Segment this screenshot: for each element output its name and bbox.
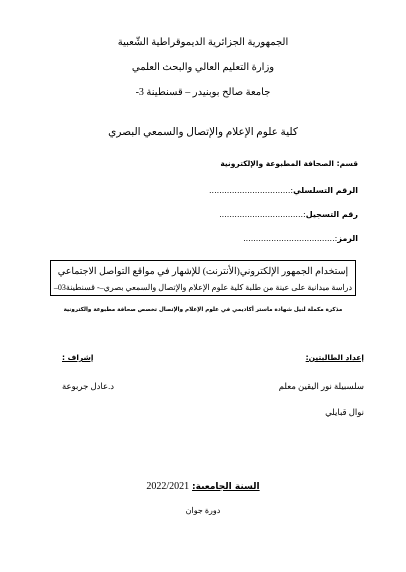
code-dots: :.................................... — [243, 234, 338, 243]
academic-year-value: 2022/2021 — [146, 481, 190, 492]
serial-number-dots: :................................ — [208, 186, 294, 195]
registration-number-label: رقم التسجيل — [305, 210, 358, 219]
supervisor-name: د.عادل جربوعة — [62, 381, 114, 391]
department-name: قسم: الصحافة المطبوعة والإلكترونية — [220, 159, 358, 168]
student-1-name: سلسبيلة نور اليقين معلم — [278, 381, 364, 391]
registration-number-dots: :................................. — [219, 210, 306, 219]
serial-number-field — [209, 187, 358, 195]
academic-year-label: السنة الجامعية: — [192, 482, 260, 492]
ministry-name: وزارة التعليم العالي والبحث العلمي — [131, 62, 275, 73]
students-label: إعداد الطالبتين: — [305, 353, 364, 362]
code-label: الرمز — [337, 234, 358, 243]
university-name: جامعة صالح بوبنيدر – قسنطينة 3- — [135, 87, 271, 98]
thesis-note: مذكرة مكملة لنيل شهادة ماستر أكاديمي في علوم الإعلام والإتصال تخصص صحافة مطبوعة والكترونية — [63, 307, 343, 313]
supervisor-label: إشراف : — [62, 353, 94, 362]
student-2-name: نوال قبايلي — [325, 407, 364, 417]
registration-number-field — [219, 211, 358, 219]
faculty-name: كلية علوم الإعلام والإتصال والسمعي البصري — [108, 127, 298, 138]
code-field — [243, 235, 358, 243]
thesis-title: إستخدام الجمهور الإلكتروني(الأنترنت) للإشهار في مواقع التواصل الاجتماعي — [57, 267, 349, 277]
thesis-subtitle: دراسة ميدانية على عينة من طلبة كلية علوم الإعلام والإتصال والسمعي بصري–- قسنطينة03– — [53, 283, 353, 292]
exam-session: دورة جوان — [185, 506, 221, 515]
serial-number-label: الرقم التسلسلي — [293, 186, 358, 195]
republic-name: الجمهورية الجزائرية الديموقراطية الشّعبية — [117, 37, 289, 48]
academic-year — [0, 482, 406, 492]
